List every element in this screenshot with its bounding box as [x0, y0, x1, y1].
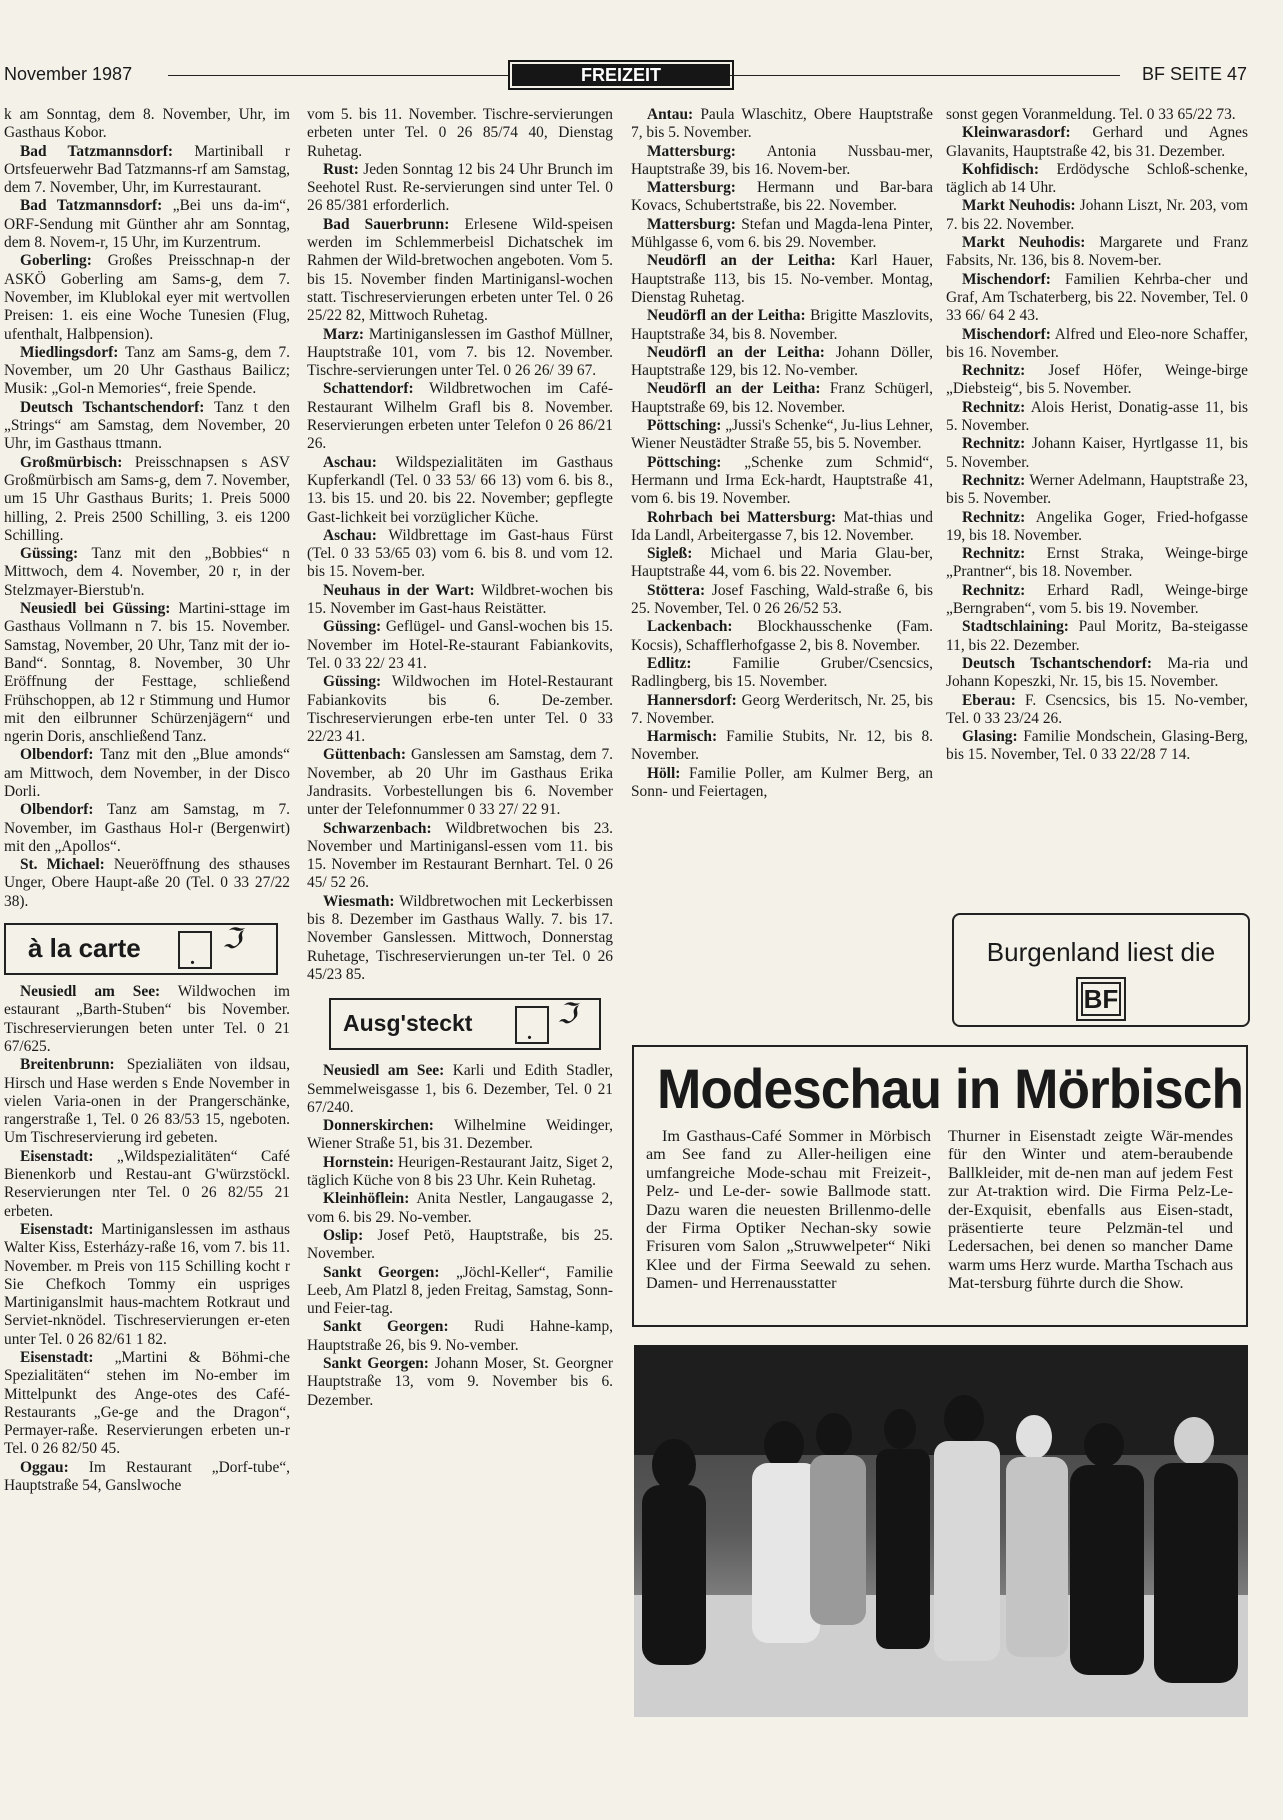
listing-text: Jeden Sonntag 12 bis 24 Uhr Brunch im Seehotel Rust. Re-servierungen sind unter Tel. 0 26 85/381 erforderlich.	[307, 160, 613, 215]
listing-place: Kleinwarasdorf:	[962, 124, 1071, 142]
listing-text: Georg Werderitsch, Nr. 25, bis 7. November.	[631, 691, 933, 727]
listing-entry	[4, 545, 290, 600]
listing-place: Marz:	[323, 325, 365, 343]
listing-place: Hannersdorf:	[647, 691, 737, 709]
listing-text: Tanz t den „Strings“ am Samstag, dem November, 20 Uhr, im Gasthaus ttmann.	[4, 398, 290, 453]
listing-entry	[307, 746, 613, 819]
listing-entry	[307, 1190, 613, 1227]
listing-entry	[4, 197, 290, 252]
listing-place: Neudörfl an der Leitha:	[647, 307, 806, 325]
listing-text: Gerhard und Agnes Glavanits, Hauptstraße 42, bis 31. Dezember.	[946, 124, 1248, 160]
listing-place: Neusiedl bei Güssing:	[20, 600, 171, 618]
listing-entry	[631, 344, 933, 381]
listing-text: Anita Nestler, Langaugasse 2, vom 6. bis 29. No-vember.	[307, 1190, 613, 1226]
listing-text: Josef Petö, Hauptstraße, bis 25. November.	[307, 1226, 613, 1263]
listing-entry	[4, 746, 290, 801]
bf-logo: BF	[1076, 977, 1126, 1021]
listing-entry	[4, 344, 290, 399]
listing-place: Sankt Georgen:	[323, 1355, 429, 1372]
listing-text: Rudi Hahne-kamp, Hauptstraße 26, bis 9. No-vember.	[307, 1318, 613, 1354]
listing-text: Wildbretwochen im Café-Restaurant Wilhelm Grafl bis 8. November. Reservierungen erbeten unter Telefon 0 26 86/21 26.	[307, 380, 613, 453]
heurigen-list-end	[946, 106, 1248, 765]
listing-text: Angelika Goger, Fried-hofgasse 19, bis 18. November.	[946, 508, 1248, 544]
article-text-right	[948, 1127, 1233, 1293]
listing-text: Josef Fasching, Wald-straße 6, bis 25. November, Tel. 0 26 26/52 53.	[631, 581, 933, 618]
listing-text: Ernst Straka, Weinge-birge „Prantner“, bis 18. November.	[946, 545, 1248, 581]
listing-place: Rechnitz:	[962, 545, 1026, 563]
listing-text: „Wildspezialitäten“ Café Bienenkorb und Restau-ant G'würzstöckl. Reservierungen nter Tel. 0 26 82/55 21 erbeten.	[4, 1147, 290, 1220]
listing-entry	[631, 765, 933, 802]
listing-text: Erdödysche Schloß-schenke, täglich ab 14 Uhr.	[946, 160, 1248, 197]
listing-entry	[307, 1318, 613, 1355]
listing-place: Rechnitz:	[962, 581, 1026, 599]
restaurant-list-continued	[307, 106, 613, 984]
listing-text: Johann Liszt, Nr. 203, vom 7. bis 22. November.	[946, 197, 1248, 233]
listing-place: Höll:	[647, 764, 681, 782]
listing-entry	[307, 106, 613, 161]
listing-text: Familie Poller, am Kulmer Berg, an Sonn- und Feiertagen,	[631, 764, 933, 800]
listing-entry	[307, 1154, 613, 1191]
listing-text: Martiniganslessen im asthaus Walter Kiss, Esterházy-raße 16, vom 7. bis 11. November. m Preis von 115 Schilling kocht r Sie Chefkoch Tommy ein uspriges Martiniganslmit haus-machtem Rotkraut und Serviet-nknödel. Tischreservierungen er-eten unter Tel. 0 26 82/61 1 82.	[4, 1220, 290, 1348]
listing-entry	[4, 1148, 290, 1221]
listing-entry	[946, 472, 1248, 509]
listing-entry	[307, 527, 613, 582]
listing-entry	[307, 454, 613, 527]
listing-text: Spezialiäten von ildsau, Hirsch und Hase werden s Ende November in vielen Varia-onen in der Prangerschänke, rangerstraße 1, Tel. 0 26 83/53 15, ngeboten. Um Tischreservierung ird gebeten.	[4, 1056, 290, 1147]
listing-place: Sankt Georgen:	[323, 1318, 449, 1336]
listing-place: Rohrbach bei Mattersburg:	[647, 508, 837, 526]
events-list	[4, 106, 290, 911]
listing-place: Eisenstadt:	[20, 1349, 94, 1366]
listing-place: Sankt Georgen:	[323, 1263, 440, 1281]
listing-entry	[946, 271, 1248, 326]
listing-place: Mattersburg:	[647, 142, 736, 160]
listing-entry	[307, 618, 613, 673]
listing-place: Goberling:	[20, 252, 92, 270]
listing-text: Karli und Edith Stadler, Semmelweisgasse 1, bis 6. Dezember, Tel. 0 21 67/240.	[307, 1062, 613, 1116]
listing-entry	[4, 399, 290, 454]
listing-place: Rechnitz:	[962, 362, 1026, 380]
listing-text: Johann Moser, St. Georgner Hauptstraße 13, vom 9. November bis 6. Dezember.	[307, 1355, 613, 1409]
issue-date: November 1987	[4, 64, 133, 84]
listing-entry	[631, 106, 933, 143]
heurigen-list-continued	[631, 106, 933, 801]
column-3	[631, 106, 933, 1036]
listing-text: „Martini & Böhmi-che Spezialitäten“ stehen im No-ember im Mittelpunkt des Ange-otes des Café-Restaurants „Ge-ge and the Dragon“, Permayer-raße. Reservierungen erbeten un-r Tel. 0 26 82/50 45.	[4, 1349, 290, 1458]
listing-entry	[307, 1117, 613, 1154]
listing-entry	[4, 600, 290, 746]
listing-entry	[307, 1227, 613, 1264]
listing-place: Harmisch:	[647, 728, 718, 746]
listing-entry	[307, 673, 613, 746]
pen-icon: ℑ	[557, 999, 577, 1031]
listing-place: Deutsch Tschantschendorf:	[962, 654, 1152, 672]
listing-place: Mischendorf:	[962, 325, 1051, 343]
ad-text: Burgenland liest die	[986, 937, 1216, 967]
listing-place: Güttenbach:	[323, 746, 406, 764]
listing-entry	[631, 454, 933, 509]
listing-place: Schattendorf:	[323, 380, 414, 398]
listing-entry	[4, 983, 290, 1056]
listing-text: Wildbrettage im Gast-haus Fürst (Tel. 0 33 53/65 03) vom 6. bis 8. und vom 12. bis 15. Novem-ber.	[307, 526, 613, 581]
ausgsteckt-box	[329, 998, 601, 1050]
listing-place: Rechnitz:	[962, 508, 1026, 526]
listing-entry	[631, 143, 933, 180]
listing-entry	[307, 380, 613, 453]
listing-text: Familie Mondschein, Glasing-Berg, bis 15. November, Tel. 0 33 22/28 7 14.	[946, 728, 1248, 764]
listing-entry	[307, 326, 613, 381]
listing-entry	[946, 582, 1248, 619]
column-4	[946, 106, 1248, 906]
page-number: BF SEITE 47	[1141, 64, 1247, 84]
listing-entry	[946, 545, 1248, 582]
listing-text: Wilhelmine Weidinger, Wiener Straße 51, bis 31. Dezember.	[307, 1117, 613, 1153]
listing-place: Olbendorf:	[20, 746, 94, 764]
listing-entry	[307, 1264, 613, 1319]
a-la-carte-label: à la carte	[28, 933, 141, 964]
listing-place: Olbendorf:	[20, 801, 94, 819]
listing-text: Johann Kaiser, Hyrtlgasse 11, bis 5. November.	[946, 435, 1248, 471]
listing-text: Franz Schügerl, Hauptstraße 69, bis 12. November.	[631, 380, 933, 416]
listing-text: Wildwochen im estaurant „Barth-Stuben“ bis November. Tischreservierungen beten unter Tel. 0 21 67/625.	[4, 983, 290, 1055]
restaurant-list	[4, 983, 290, 1495]
listing-entry	[631, 307, 933, 344]
listing-place: Rechnitz:	[962, 398, 1026, 416]
listing-text: Preisschnapsen s ASV Großmürbisch am Sams-g, dem 7. November, um 15 Uhr Gasthaus Burits; 1. Preis 5000 hilling, 2. Preis 2500 Schilling, 3. eis 1200 Schilling.	[4, 453, 290, 544]
listing-text: Neueröffnung des sthauses Unger, Obere Haupt-aße 20 (Tel. 0 33 27/22 38).	[4, 856, 290, 910]
listing-place: Bad Tatzmannsdorf:	[20, 142, 174, 160]
listing-place: Mattersburg:	[647, 215, 736, 233]
listing-place: Miedlingsdorf:	[20, 343, 119, 361]
listing-text: Wildbretwochen bis 23. November und Martinigansl-essen vom 11. bis 15. November im Restaurant Bernhart. Tel. 0 26 45/ 52 26.	[307, 819, 613, 892]
listing-place: Glasing:	[962, 728, 1018, 746]
box-divider: .	[178, 931, 212, 969]
listing-text: Martiniganslessen im Gasthof Müllner, Hauptstraße 101, vom 7. bis 12. November. Tischre-servierungen unter Tel. 0 26 26/ 39 67.	[307, 325, 613, 380]
listing-entry	[4, 801, 290, 856]
listing-place: Rust:	[323, 160, 359, 178]
page-header	[0, 56, 1283, 96]
listing-place: Schwarzenbach:	[323, 819, 432, 837]
listing-entry	[631, 655, 933, 692]
listing-place: Güssing:	[323, 673, 382, 691]
listing-place: Markt Neuhodis:	[962, 234, 1086, 252]
listing-place: Stöttera:	[647, 581, 706, 599]
listing-entry	[946, 728, 1248, 765]
listing-entry	[946, 509, 1248, 546]
listing-text: Alfred und Eleo-nore Schaffer, bis 16. November.	[946, 325, 1248, 361]
listing-place: Großmürbisch:	[20, 453, 123, 471]
listing-place: Breitenbrunn:	[20, 1056, 115, 1074]
listing-entry	[4, 1459, 290, 1496]
listing-place: Güssing:	[323, 618, 382, 636]
listing-place: Stadtschlaining:	[962, 618, 1069, 636]
listing-place: St. Michael:	[20, 856, 105, 874]
listing-entry	[946, 692, 1248, 729]
listing-text: Erlesene Wild-speisen werden im Schlemmerbeisl Dichatschek im Rahmen der Wild-bretwochen angeboten. Vom 5. bis 15. November finden Martinigansl-wochen statt. Tischreservierungen erbeten unter Tel. 0 26 25/22 82, Mittwoch Ruhetag.	[307, 215, 613, 325]
listing-place: Pöttsching:	[647, 453, 722, 471]
listing-place: Güssing:	[20, 545, 79, 563]
listing-text: Stefan und Magda-lena Pinter, Mühlgasse 6, vom 6. bis 29. November.	[631, 215, 933, 252]
listing-place: Kleinhöflein:	[323, 1190, 410, 1208]
listing-entry	[631, 582, 933, 619]
listing-text: Mat-thias und Ida Landl, Arbeitergasse 7, bis 12. November.	[631, 508, 933, 544]
listing-place: Eisenstadt:	[20, 1220, 94, 1238]
listing-text: sonst gegen Voranmeldung. Tel. 0 33 65/22 73.	[946, 106, 1236, 123]
listing-text: F. Csencsics, bis 15. No-vember, Tel. 0 33 23/24 26.	[946, 691, 1248, 727]
listing-entry	[631, 545, 933, 582]
listing-text: Martiniball r Ortsfeuerwehr Bad Tatzmanns-rf am Samstag, dem 7. November, Uhr, im Kurrestaurant.	[4, 142, 290, 197]
listing-place: Bad Tatzmannsdorf:	[20, 197, 163, 215]
listing-entry	[4, 1056, 290, 1147]
listing-text: Tanz mit den „Bobbies“ n Mittwoch, dem 4. November, 20 r, in der Stelzmayer-Bierstub'n.	[4, 545, 290, 599]
listing-text: Antonia Nussbau-mer, Hauptstraße 39, bis 16. Novem-ber.	[631, 142, 933, 178]
listing-place: Neusiedl am See:	[323, 1062, 445, 1080]
listing-text: Tanz am Sams-g, dem 7. November, um 20 Uhr Gasthaus Bailicz; Musik: „Gol-n Memories“, freie Spende.	[4, 343, 290, 398]
listing-entry	[4, 856, 290, 911]
column-2	[307, 106, 613, 1820]
listing-entry	[307, 216, 613, 326]
listing-text: Wildbret-wochen bis 15. November im Gast-haus Reistätter.	[307, 581, 613, 618]
listing-entry	[4, 454, 290, 545]
listing-place: Mischendorf:	[962, 270, 1051, 288]
listing-text: Wildbretwochen mit Leckerbissen bis 8. Dezember im Gasthaus Wally. 7. bis 17. November Ganslessen. Mittwoch, Donnerstag Ruhetage, Tischreservierungen un-ter Tel. 0 26 45/23 85.	[307, 892, 613, 983]
listing-entry	[631, 252, 933, 307]
listing-entry	[946, 197, 1248, 234]
listing-place: Sigleß:	[647, 545, 693, 563]
listing-place: Edlitz:	[647, 654, 692, 672]
listing-entry	[946, 399, 1248, 436]
listing-place: Lackenbach:	[647, 618, 733, 636]
listing-text: Familie Stubits, Nr. 12, bis 8. November.	[631, 728, 933, 764]
listing-text: „Bei uns da-im“, ORF-Sendung mit Günther ahr am Sonntag, dem 8. Novem-r, 15 Uhr, im Kurzentrum.	[4, 197, 290, 252]
listing-text: Tanz mit den „Blue amonds“ am Mittwoch, dem November, in der Disco Dorli.	[4, 746, 290, 800]
ausgsteckt-label: Ausg'steckt	[343, 1010, 473, 1037]
listing-place: Rechnitz:	[962, 471, 1026, 489]
listing-place: Kohfidisch:	[962, 160, 1039, 178]
listing-entry	[4, 143, 290, 198]
listing-text: Josef Höfer, Weinge-birge „Diebsteig“, bis 5. November.	[946, 362, 1248, 398]
listing-entry	[946, 161, 1248, 198]
listing-entry	[307, 820, 613, 893]
listing-entry	[307, 582, 613, 619]
header-rule-left	[168, 75, 508, 76]
listing-entry	[631, 216, 933, 253]
listing-entry	[4, 1349, 290, 1459]
listing-entry	[946, 326, 1248, 363]
listing-place: Donnerskirchen:	[323, 1117, 434, 1135]
listing-text: Blockhausschenke (Fam. Kocsis), Schafflerhofgasse 2, bis 8. November.	[631, 618, 933, 654]
listing-place: Rechnitz:	[962, 435, 1026, 453]
listing-entry	[4, 252, 290, 343]
listing-text: Familie Gruber/Csencsics, Radlingberg, bis 15. November.	[631, 654, 933, 691]
listing-place: Oslip:	[323, 1226, 364, 1244]
section-title: FREIZEIT	[508, 60, 734, 90]
listing-text: Ganslessen am Samstag, dem 7. November, ab 20 Uhr im Gasthaus Erika Jandrasits. Vorbestellungen bis 6. November unter der Telefonnummer 0 33 27/ 22 91.	[307, 746, 613, 819]
listing-entry	[307, 1062, 613, 1117]
listing-entry	[946, 124, 1248, 161]
listing-text: „Jöchl-Keller“, Familie Leeb, Am Platzl 8, jeden Freitag, Samstag, Sonn- und Feier-tag.	[307, 1263, 613, 1318]
column-1	[4, 106, 290, 1820]
listing-place: Oggau:	[20, 1458, 69, 1476]
listing-text: Brigitte Maszlovits, Hauptstraße 34, bis 8. November.	[631, 307, 933, 343]
box-divider: .	[515, 1006, 549, 1044]
listing-text: Margarete und Franz Fabsits, Nr. 136, bis 8. Novem-ber.	[946, 234, 1248, 270]
listing-entry	[946, 106, 1248, 124]
listing-text: Geflügel- und Gansl-wochen bis 15. November im Hotel-Re-staurant Fabiankovits, Tel. 0 33 22/ 23 41.	[307, 618, 613, 672]
listing-entry	[946, 618, 1248, 655]
listing-entry	[946, 362, 1248, 399]
listing-text: Heurigen-Restaurant Jaitz, Siget 2, täglich Küche von 8 bis 23 Uhr. Kein Ruhetag.	[307, 1153, 613, 1190]
listing-text: Alois Herist, Donatig-asse 11, bis 5. November.	[946, 398, 1248, 435]
listing-entry	[307, 1355, 613, 1410]
listing-entry	[631, 417, 933, 454]
listing-text: Erhard Radl, Weinge-birge „Berngraben“, vom 5. bis 19. November.	[946, 581, 1248, 618]
listing-entry	[631, 380, 933, 417]
listing-entry	[631, 692, 933, 729]
article-paragraph-right: Thurner in Eisenstadt zeigte Wär-mendes für den Winter und atem-beraubende Ballkleider, mit de-nen man auf jedem Fest zur At-traktion wird. Die Firma Pelz-Le-der-Exquisit, ebenfalls aus Eisen-stadt, präsentierte teure Pelzmän-tel und Ledersachen, bei denen so mancher Dame warm ums Herz wurde. Martha Tschach aus Mat-tersburg führte durch die Show.	[948, 1127, 1233, 1293]
listing-entry	[4, 1221, 290, 1349]
article-paragraph-left: Im Gasthaus-Café Sommer in Mörbisch am See fand zu Aller-heiligen eine umfangreiche Mode-schau mit Freizeit-, Pelz- und Le-der- sowie Ballmode statt. Dazu waren die neuesten Brillenmo-delle der Firma Optiker Nechan-sky sowie Frisuren vom Salon „Struwwelpeter“ Niki Klee und der Firma Seewald zu sehen. Damen- und Herrenausstatter	[646, 1127, 931, 1293]
listing-text: Johann Döller, Hauptstraße 129, bis 12. No-vember.	[631, 343, 933, 380]
listing-place: Mattersburg:	[647, 179, 736, 197]
listing-text: Paula Wlaschitz, Obere Hauptstraße 7, bis 5. November.	[631, 106, 933, 142]
listing-text: Wildwochen im Hotel-Restaurant Fabiankovits bis 6. De-zember. Tischreservierungen erbe-ten unter Tel. 0 33 22/23 41.	[307, 673, 613, 746]
listing-text: „Jussi's Schenke“, Ju-lius Lehner, Wiener Neustädter Straße 55, bis 5. November.	[631, 417, 933, 453]
listing-place: Wiesmath:	[323, 892, 395, 910]
listing-text: Großes Preisschnap-n der ASKÖ Goberling am Sams-g, dem 7. November, im Klublokal eyer mit wertvollen Preisen: 1. eis eine Woche Tunesien (Flug, ufenthalt, Halbpension).	[4, 252, 290, 343]
listing-place: Antau:	[647, 106, 694, 123]
listing-place: Pöttsching:	[647, 417, 722, 435]
listing-entry	[631, 179, 933, 216]
listing-place: Neudörfl an der Leitha:	[647, 380, 821, 398]
listing-place: Aschau:	[323, 526, 377, 544]
listing-text: k am Sonntag, dem 8. November, Uhr, im Gasthaus Kobor.	[4, 106, 290, 142]
listing-entry	[946, 234, 1248, 271]
a-la-carte-box	[4, 923, 278, 975]
listing-text: Wildspezialitäten im Gasthaus Kupferkandl (Tel. 0 33 53/ 66 13) vom 6. bis 8., 13. bis 15. und 20. bis 22. November; gepflegte Gast-lichkeit bei vorzüglicher Küche.	[307, 453, 613, 526]
listing-place: Neudörfl an der Leitha:	[647, 252, 836, 270]
listing-place: Neuhaus in der Wart:	[323, 581, 475, 599]
listing-text: Hermann und Bar-bara Kovacs, Schubertstraße, bis 22. November.	[631, 179, 933, 215]
listing-text: Familien Kehrba-cher und Graf, Am Tschaterberg, bis 22. November, Tel. 0 33 66/ 64 2 43.	[946, 270, 1248, 325]
burgenland-ad	[952, 913, 1250, 1027]
pen-icon: ℑ	[222, 924, 242, 956]
listing-text: „Schenke zum Schmid“, Hermann und Irma Eck-hardt, Hauptstraße 41, vom 6. bis 19. November.	[631, 453, 933, 508]
a-la-carte-box-spacer	[4, 911, 290, 983]
listing-place: Neusiedl am See:	[20, 983, 161, 1001]
listing-entry	[631, 618, 933, 655]
listing-text: Im Restaurant „Dorf-tube“, Hauptstraße 54, Ganslwoche	[4, 1458, 290, 1495]
listing-text: vom 5. bis 11. November. Tischre-servierungen erbeten unter Tel. 0 26 85/74 40, Dienstag Ruhetag.	[307, 106, 613, 160]
heurigen-list	[307, 1062, 613, 1410]
listing-place: Eisenstadt:	[20, 1147, 94, 1165]
listing-text: Paul Moritz, Ba-steigasse 11, bis 22. Dezember.	[946, 618, 1248, 654]
fashion-show-photo	[634, 1345, 1248, 1717]
listing-text: Werner Adelmann, Hauptstraße 23, bis 5. November.	[946, 471, 1248, 508]
listing-entry	[946, 655, 1248, 692]
listing-place: Eberau:	[962, 691, 1016, 709]
listing-entry	[946, 435, 1248, 472]
article-headline: Modeschau in Mörbisch	[656, 1057, 1244, 1120]
listing-place: Markt Neuhodis:	[962, 197, 1076, 215]
listing-text: Tanz am Samstag, m 7. November, im Gasthaus Hol-r (Bergenwirt) mit den „Apollos“.	[4, 801, 290, 855]
listing-text: Michael und Maria Glau-ber, Hauptstraße 44, vom 6. bis 22. November.	[631, 545, 933, 581]
listing-entry	[307, 893, 613, 984]
listing-place: Neudörfl an der Leitha:	[647, 343, 825, 361]
listing-place: Aschau:	[323, 453, 377, 471]
listing-text: Ma-ria und Johann Kopeszki, Nr. 15, bis 15. November.	[946, 654, 1248, 691]
listing-text: Martini-sttage im Gasthaus Vollmann n 7. bis 15. November. Samstag, November, 20 Uhr, Tanz mit der io-Band“. Sonntag, 8. November, 30 Uhr Eröffnung der Festtage, schließend Frühschoppen, ab 12 r Stimmung und Humor mit den eilbrunner Schürzenjägern“ und ngerin Doris, anschließend Tanz.	[4, 600, 290, 746]
article-text-left	[646, 1127, 931, 1293]
listing-entry	[631, 509, 933, 546]
listing-text: Karl Hauer, Hauptstraße 113, bis 15. No-vember. Montag, Dienstag Ruhetag.	[631, 252, 933, 306]
listing-entry	[307, 161, 613, 216]
listing-place: Deutsch Tschantschendorf:	[20, 398, 205, 416]
listing-entry	[4, 106, 290, 143]
listing-place: Hornstein:	[323, 1153, 394, 1171]
listing-place: Bad Sauerbrunn:	[323, 215, 450, 233]
header-rule-right	[730, 75, 1120, 76]
ausgsteckt-box-spacer	[307, 984, 613, 1062]
listing-entry	[631, 728, 933, 765]
photo-illustration	[634, 1345, 1248, 1717]
